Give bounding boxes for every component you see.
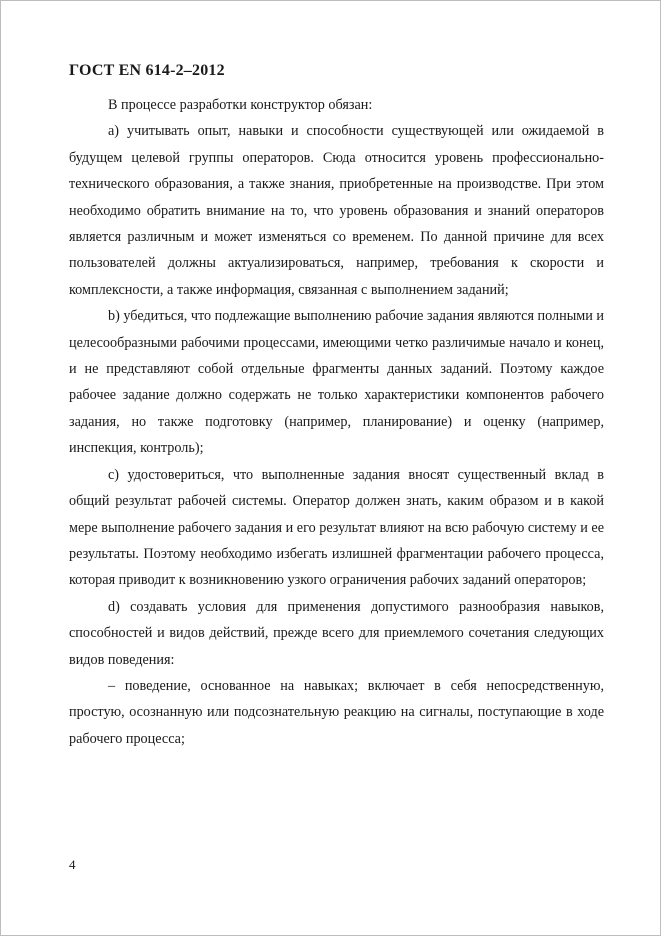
paragraph-item-b: b) убедиться, что подлежащие выполнению рабочие задания являются полными и целесообразными рабочими процессами, имеющими четко различимые начало и конец, и не представляют собой отдельные фрагменты данных заданий. Поэтому каждое рабочее задание должно содержать не только характеристики компонентов рабочего задания, но также подготовку (например, планирование) и оценку (например, инспекция, контроль); — [69, 308, 604, 457]
paragraph-intro: В процессе разработки конструктор обязан: — [108, 97, 373, 113]
paragraph-dash-item: – поведение, основанное на навыках; включает в себя непосредственную, простую, осознанную или подсознательную реакцию на сигналы, поступающие в ходе рабочего процесса; — [69, 677, 604, 747]
document-header: ГОСТ EN 614-2–2012 — [69, 62, 225, 79]
paragraph-item-a: a) учитывать опыт, навыки и способности существующей или ожидаемой в будущем целевой группы операторов. Сюда относится уровень профессионально-технического образования, а также знания, приобретенные на производстве. При этом необходимо обратить внимание на то, что уровень образования и знаний операторов является различным и может изменяться со временем. По данной причине для всех пользователей должны актуализироваться, например, требования к скорости и комплексности, а также информация, связанная с выполнением заданий; — [69, 123, 604, 298]
page-number: 4 — [69, 857, 76, 872]
paragraph-item-c: c) удостовериться, что выполненные задания вносят существенный вклад в общий результат рабочей системы. Оператор должен знать, каким образом и в какой мере выполнение рабочего задания и его результат влияют на всю рабочую систему и ее результаты. Поэтому необходимо избегать излишней фрагментации рабочего процесса, которая приводит к возникновению узкого ограничения рабочих заданий операторов; — [69, 466, 604, 589]
body-text — [69, 92, 604, 752]
paragraph-item-d: d) создавать условия для применения допустимого разнообразия навыков, способностей и видов действий, прежде всего для приемлемого сочетания следующих видов поведения: — [69, 598, 604, 668]
